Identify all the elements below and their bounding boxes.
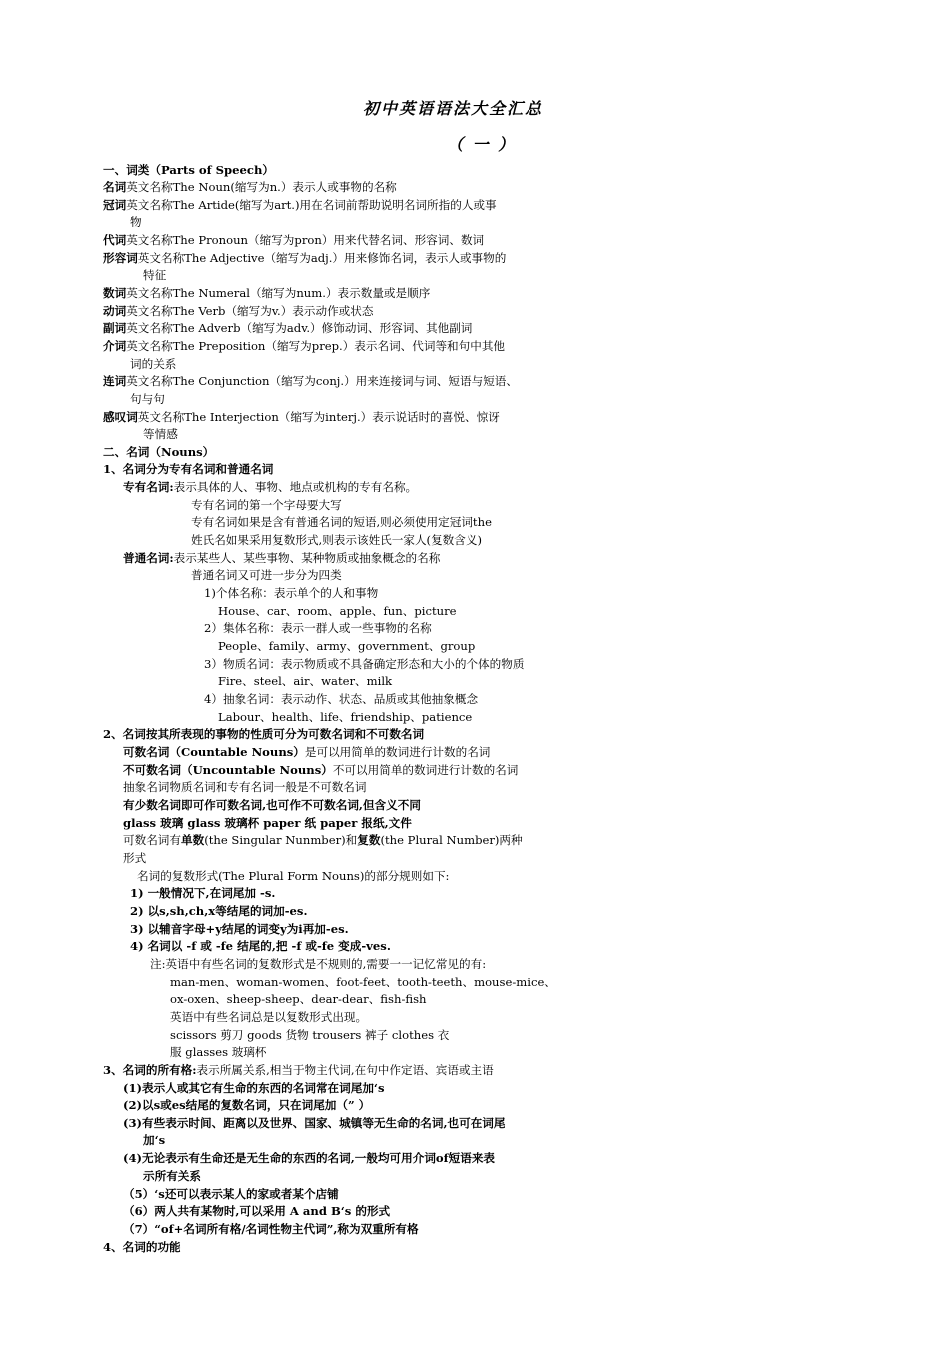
text-line bbox=[123, 797, 421, 814]
text-line bbox=[103, 320, 472, 337]
text-line bbox=[170, 1027, 449, 1044]
text-line bbox=[130, 921, 349, 938]
line-description: 英文名称The Adverb（缩写为adv.）修饰动词、形容词、其他副词 bbox=[126, 321, 473, 335]
text-line bbox=[123, 1080, 384, 1097]
line-text: 专有名词: bbox=[123, 480, 174, 494]
line-description: 不可以用简单的数词进行计数的名词 bbox=[332, 763, 519, 777]
line-text: 不可数名词（Uncountable Nouns） bbox=[123, 763, 333, 777]
line-segment: (the Plural Number)两种 bbox=[380, 833, 523, 847]
line-text: 副词 bbox=[103, 321, 127, 335]
line-text: 专有名词如果是含有普通名词的短语,则必须使用定冠词the bbox=[191, 515, 492, 529]
text-line bbox=[218, 638, 475, 655]
line-text: People、family、army、government、group bbox=[218, 639, 476, 653]
text-line bbox=[137, 868, 449, 885]
text-line bbox=[103, 1062, 494, 1079]
text-line bbox=[123, 1203, 390, 1220]
text-line bbox=[150, 956, 486, 973]
line-text: 服 glasses 玻璃杯 bbox=[170, 1045, 267, 1059]
text-line bbox=[103, 409, 500, 426]
line-text: 4）抽象名词：表示动作、状态、品质或其他抽象概念 bbox=[204, 692, 479, 706]
line-text: Fire、steel、air、water、milk bbox=[218, 674, 393, 688]
line-text: 可数名词（Countable Nouns） bbox=[123, 745, 305, 759]
line-text: House、car、room、apple、fun、picture bbox=[218, 604, 457, 618]
text-line bbox=[103, 197, 497, 214]
line-text: (1)表示人或其它有生命的东西的名词常在词尾加‘s bbox=[123, 1081, 385, 1095]
line-text: 3、名词的所有格: bbox=[103, 1063, 197, 1077]
text-line bbox=[170, 974, 556, 991]
text-line bbox=[130, 356, 176, 373]
text-line bbox=[218, 709, 472, 726]
line-text: Labour、health、life、friendship、patience bbox=[218, 710, 473, 724]
text-line bbox=[123, 550, 440, 567]
line-text: （7）“of+名词所有格/名词性物主代词”,称为双重所有格 bbox=[123, 1222, 419, 1236]
text-line bbox=[218, 673, 392, 690]
text-line bbox=[103, 179, 397, 196]
line-text: ox-oxen、sheep-sheep、dear-dear、fish-fish bbox=[170, 992, 427, 1006]
line-text: 可数名词有 bbox=[123, 833, 181, 847]
text-line bbox=[143, 267, 166, 284]
line-text: 代词 bbox=[103, 233, 127, 247]
text-line bbox=[103, 373, 518, 390]
line-text: 介词 bbox=[103, 339, 127, 353]
line-text: 冠词 bbox=[103, 198, 127, 212]
text-line bbox=[204, 691, 478, 708]
text-line bbox=[123, 832, 523, 849]
text-line bbox=[143, 1168, 201, 1185]
text-line bbox=[103, 303, 373, 320]
line-segment: 复数 bbox=[357, 833, 381, 847]
line-description: 英文名称The Interjection（缩写为interj.）表示说话时的喜悦、惊讶 bbox=[137, 410, 500, 424]
text-line bbox=[103, 285, 430, 302]
line-text: 等情感 bbox=[143, 427, 178, 441]
line-text: 特征 bbox=[143, 268, 167, 282]
line-text: 4) 名词以 -f 或 -fe 结尾的,把 -f 或-fe 变成-ves. bbox=[130, 939, 391, 953]
line-text: 普通名词: bbox=[123, 551, 174, 565]
line-text: 动词 bbox=[103, 304, 127, 318]
text-line bbox=[204, 620, 432, 637]
text-line bbox=[103, 444, 214, 461]
text-line bbox=[123, 779, 366, 796]
text-line bbox=[123, 479, 417, 496]
text-line bbox=[123, 762, 518, 779]
line-text: (2)以s或es结尾的复数名词，只在词尾加（” ） bbox=[123, 1098, 371, 1112]
text-line bbox=[191, 532, 482, 549]
line-description: 表示某些人、某些事物、某种物质或抽象概念的名称 bbox=[173, 551, 441, 565]
text-line bbox=[191, 567, 342, 584]
line-segment: (the Singular Nunmber)和 bbox=[204, 833, 358, 847]
document-subtitle: （ 一 ） bbox=[447, 135, 517, 154]
text-line bbox=[103, 461, 273, 478]
line-text: 2）集体名称：表示一群人或一些事物的名称 bbox=[204, 621, 432, 635]
line-text: scissors 剪刀 goods 货物 trousers 裤子 clothes 衣 bbox=[170, 1028, 450, 1042]
text-line bbox=[123, 1186, 339, 1203]
line-text: man-men、woman-women、foot-feet、tooth-teeth、mouse-mice、 bbox=[170, 975, 556, 989]
line-text: 4、名词的功能 bbox=[103, 1240, 181, 1254]
line-description: 表示具体的人、事物、地点或机构的专有名称。 bbox=[173, 480, 418, 494]
line-description: 英文名称The Preposition（缩写为prep.）表示名词、代词等和句中其他 bbox=[126, 339, 506, 353]
text-line bbox=[123, 815, 412, 832]
text-line bbox=[123, 1097, 370, 1114]
line-description: 英文名称The Verb（缩写为v.）表示动作或状态 bbox=[126, 304, 374, 318]
line-text: (4)无论表示有生命还是无生命的东西的名词,一般均可用介词of短语来表 bbox=[123, 1151, 496, 1165]
line-description: 表示所属关系,相当于物主代词,在句中作定语、宾语或主语 bbox=[196, 1063, 494, 1077]
line-text: 形容词 bbox=[103, 251, 138, 265]
line-text: 注:英语中有些名词的复数形式是不规则的,需要一一记忆常见的有: bbox=[150, 957, 487, 971]
line-text: 1、名词分为专有名词和普通名词 bbox=[103, 462, 274, 476]
line-text: 1) 一般情况下,在词尾加 -s. bbox=[130, 886, 276, 900]
text-line bbox=[103, 250, 506, 267]
line-text: 物 bbox=[130, 215, 142, 229]
text-line bbox=[191, 497, 342, 514]
text-line bbox=[204, 656, 524, 673]
text-line bbox=[103, 338, 505, 355]
line-description: 英文名称The Adjective（缩写为adj.）用来修饰名词，表示人或事物的 bbox=[137, 251, 507, 265]
line-text: 词的关系 bbox=[130, 357, 177, 371]
text-line bbox=[170, 1009, 367, 1026]
line-text: 普通名词又可进一步分为四类 bbox=[191, 568, 342, 582]
line-text: 句与句 bbox=[130, 392, 165, 406]
text-line bbox=[130, 391, 165, 408]
line-text: （6）两人共有某物时,可以采用 A and B‘s 的形式 bbox=[123, 1204, 391, 1218]
line-text: (3)有些表示时间、距离以及世界、国家、城镇等无生命的名词,也可在词尾 bbox=[123, 1116, 506, 1130]
text-line bbox=[204, 585, 378, 602]
line-description: 是可以用简单的数词进行计数的名词 bbox=[304, 745, 491, 759]
line-text: 一、词类（Parts of Speech） bbox=[103, 163, 274, 177]
text-line bbox=[123, 850, 146, 867]
line-text: 有少数名词即可作可数名词,也可作不可数名词,但含义不同 bbox=[123, 798, 421, 812]
line-text: glass 玻璃 glass 玻璃杯 paper 纸 paper 报纸,文件 bbox=[123, 816, 412, 830]
line-description: 英文名称The Conjunction（缩写为conj.）用来连接词与词、短语与短语、 bbox=[126, 374, 518, 388]
document-title: 初中英语语法大全汇总 bbox=[363, 99, 544, 118]
line-text: 3) 以辅音字母+y结尾的词变y为i再加-es. bbox=[130, 922, 349, 936]
line-text: 英语中有些名词总是以复数形式出现。 bbox=[170, 1010, 368, 1024]
text-line bbox=[143, 426, 178, 443]
text-line bbox=[170, 991, 427, 1008]
text-line bbox=[143, 1132, 165, 1149]
line-text: 3）物质名词：表示物质或不具备确定形态和大小的个体的物质 bbox=[204, 657, 525, 671]
line-text: 1)个体名称：表示单个的人和事物 bbox=[204, 586, 379, 600]
line-text: 连词 bbox=[103, 374, 127, 388]
text-line bbox=[103, 232, 484, 249]
text-line bbox=[170, 1044, 267, 1061]
text-line bbox=[191, 514, 492, 531]
text-line bbox=[123, 1150, 495, 1167]
line-text: 加‘s bbox=[143, 1133, 166, 1147]
line-text: 2、名词按其所表现的事物的性质可分为可数名词和不可数名词 bbox=[103, 727, 425, 741]
line-text: 感叹词 bbox=[103, 410, 138, 424]
text-line bbox=[123, 1115, 505, 1132]
line-text: 名词 bbox=[103, 180, 127, 194]
line-text: （5）‘s还可以表示某人的家或者某个店铺 bbox=[123, 1187, 339, 1201]
line-text: 2) 以s,sh,ch,x等结尾的词加-es. bbox=[130, 904, 308, 918]
line-description: 英文名称The Numeral（缩写为num.）表示数量或是顺序 bbox=[126, 286, 431, 300]
line-description: 英文名称The Noun(缩写为n.）表示人或事物的名称 bbox=[126, 180, 397, 194]
line-text: 姓氏名如果采用复数形式,则表示该姓氏一家人(复数含义) bbox=[191, 533, 482, 547]
line-text: 示所有关系 bbox=[143, 1169, 201, 1183]
line-description: 英文名称The Pronoun（缩写为pron）用来代替名词、形容词、数词 bbox=[126, 233, 485, 247]
line-text: 二、名词（Nouns） bbox=[103, 445, 215, 459]
text-line bbox=[130, 938, 391, 955]
line-text: 形式 bbox=[123, 851, 147, 865]
text-line bbox=[130, 214, 142, 231]
line-text: 抽象名词物质名词和专有名词一般是不可数名词 bbox=[123, 780, 367, 794]
text-line bbox=[218, 603, 456, 620]
text-line bbox=[123, 1221, 419, 1238]
text-line bbox=[130, 885, 275, 902]
text-line bbox=[130, 903, 308, 920]
line-text: 名词的复数形式(The Plural Form Nouns)的部分规则如下: bbox=[137, 869, 450, 883]
line-text: 数词 bbox=[103, 286, 127, 300]
text-line bbox=[103, 726, 424, 743]
line-text: 专有名词的第一个字母要大写 bbox=[191, 498, 342, 512]
line-description: 英文名称The Artide(缩写为art.)用在名词前帮助说明名词所指的人或事 bbox=[126, 198, 497, 212]
text-line bbox=[103, 1239, 181, 1256]
line-segment: 单数 bbox=[180, 833, 205, 847]
text-line bbox=[123, 744, 490, 761]
text-line bbox=[103, 162, 274, 179]
